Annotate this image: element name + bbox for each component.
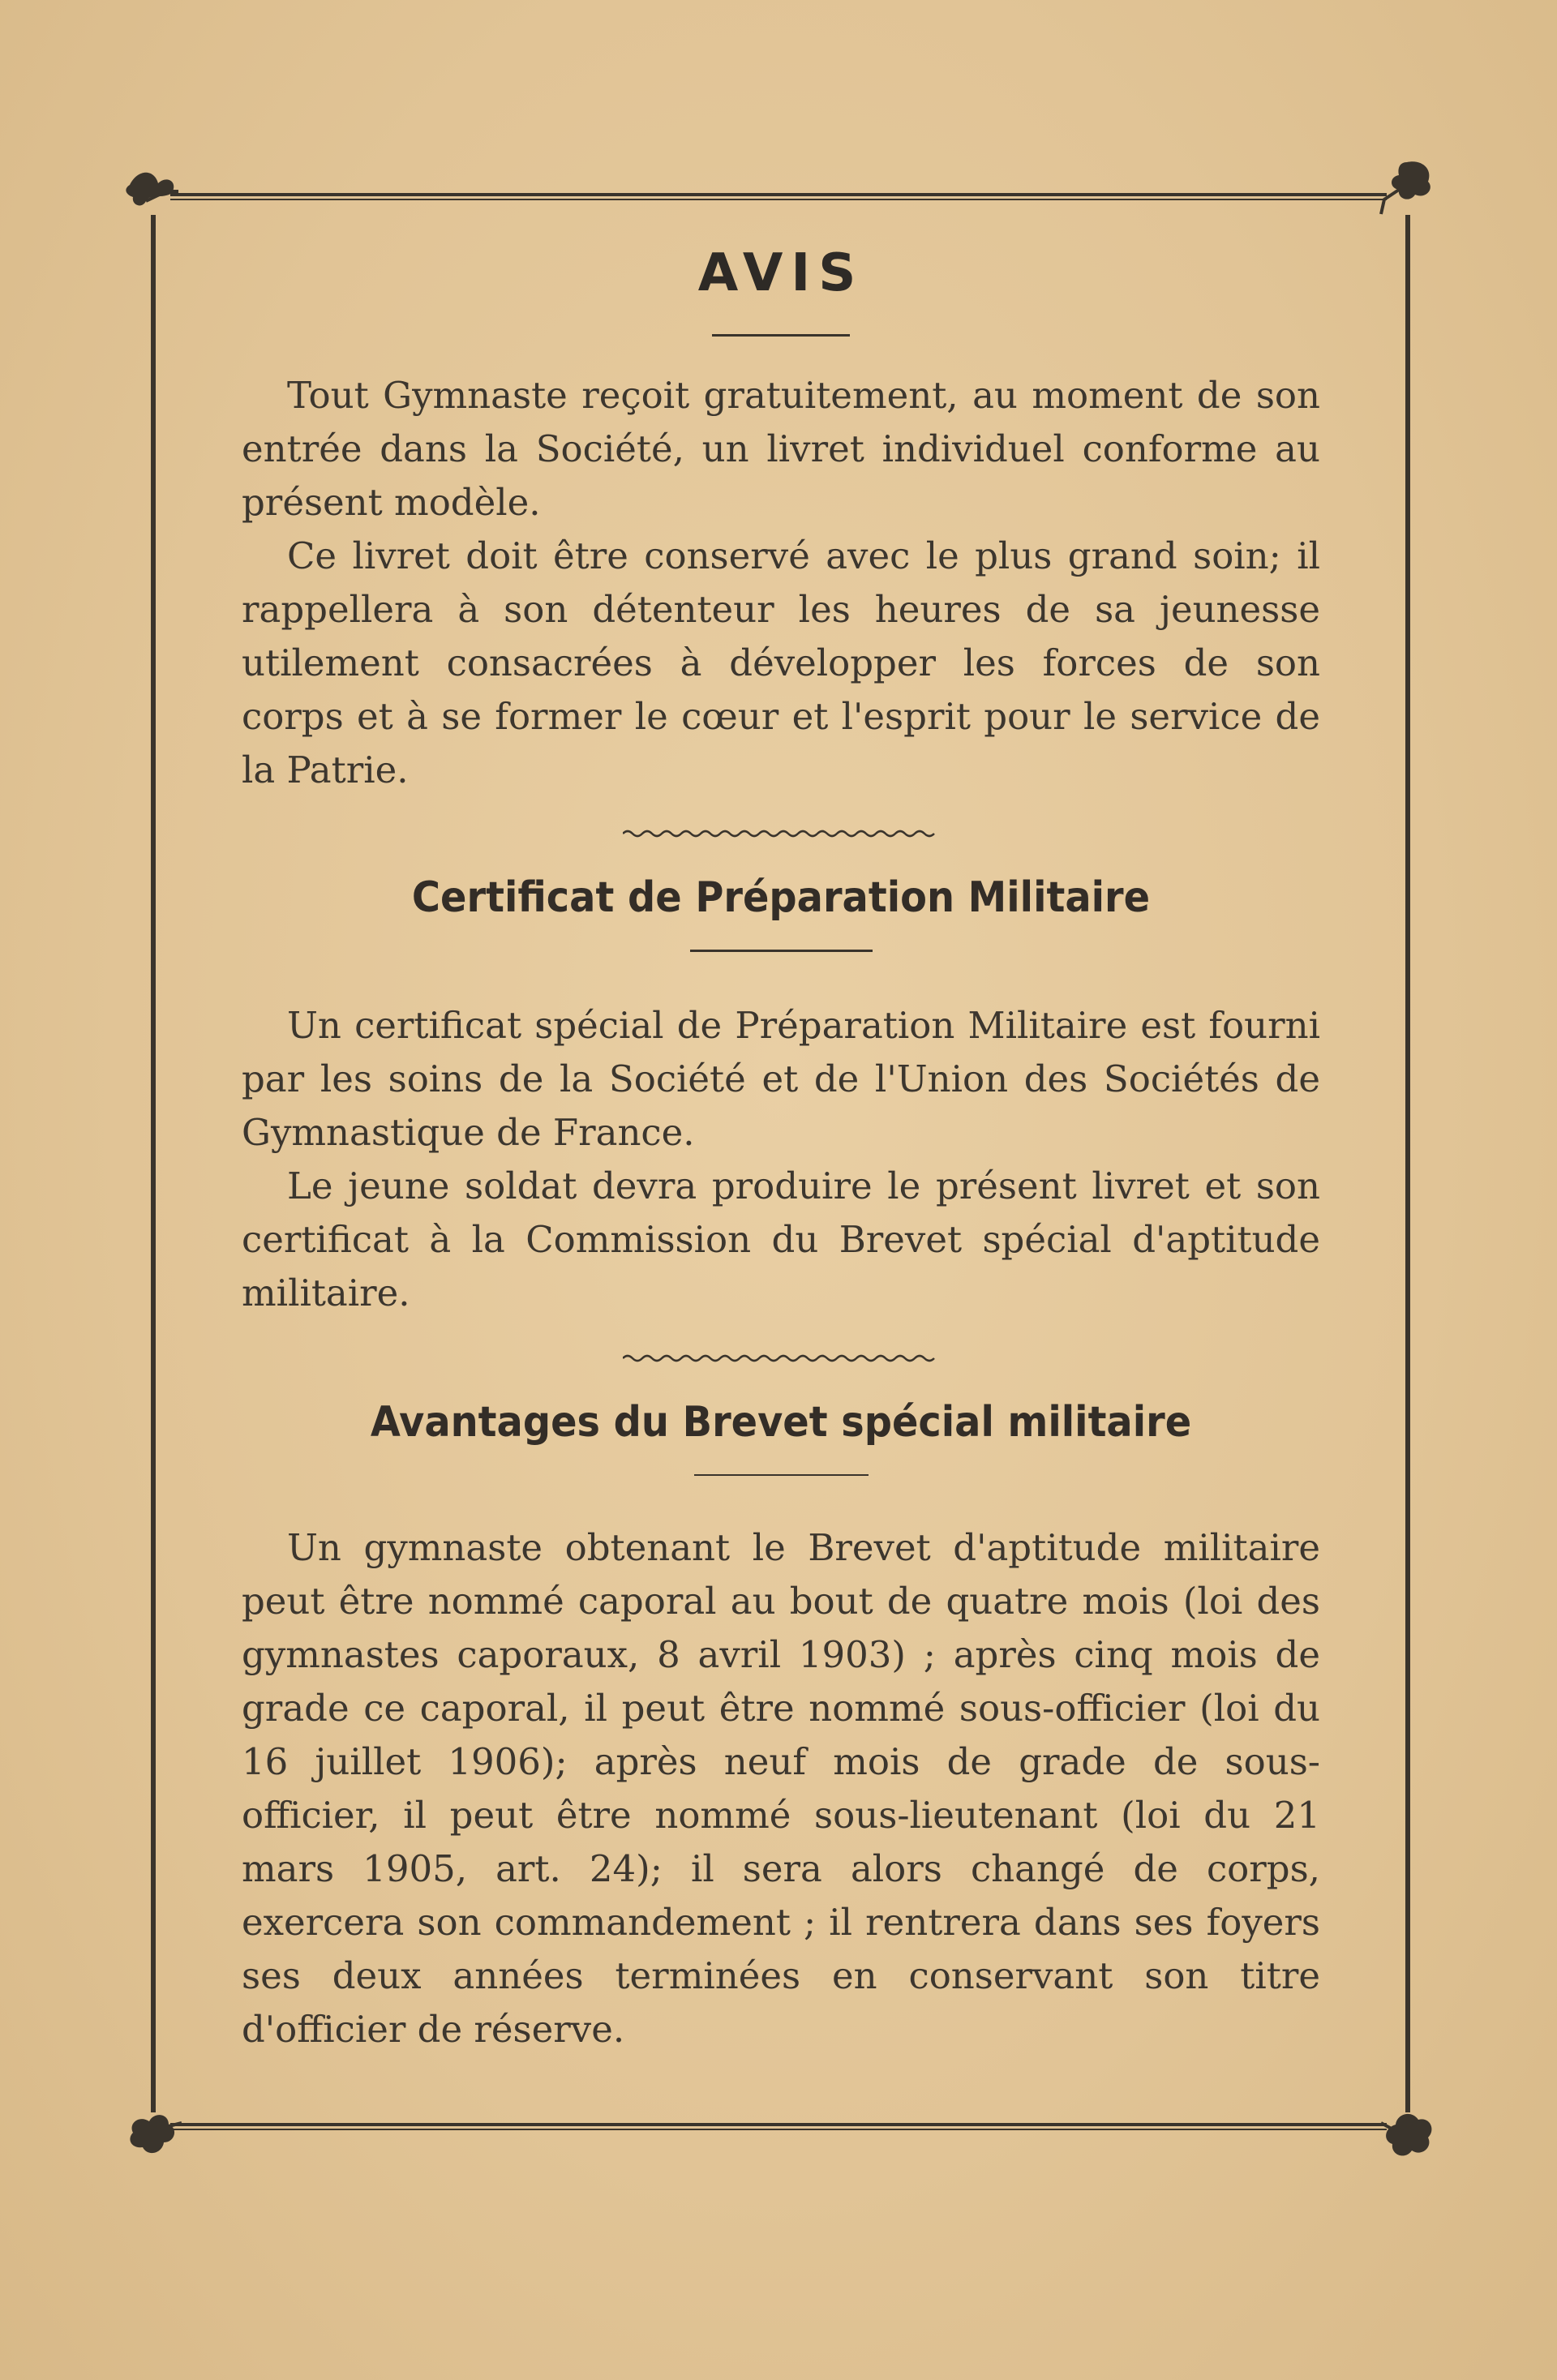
heading-underline: [690, 950, 873, 952]
floral-corner-icon: [122, 2100, 187, 2165]
section-heading-certificat: Certificat de Préparation Militaire: [411, 873, 1151, 922]
floral-corner-icon: [122, 161, 187, 225]
avantages-paragraph-1: Un gymnaste obtenant le Brevet d'aptitude militaire peut être nommé caporal au bout de quatre mois (loi des gymnastes caporaux, 8 avril 1903) ; après cinq mois de grade ce caporal, il peut être nommé sous-officier (loi du 16 juillet 1906); après neuf mois de grade de sous-officier, il peut être nommé sous-lieutenant (loi du 21 mars 1905, art. 24); il sera alors changé de corps, exercera son commandement ; il rentrera dans ses foyers ses deux années terminées en conservant son titre d'officier de réserve.: [242, 1526, 1320, 2051]
avis-paragraph-2: Ce livret doit être conservé avec le plus grand soin; il rappellera à son détenteur les heures de sa jeunesse utilement consacrées à développer les forces de son corps et à se former le cœur et l'esprit pour le service de la Patrie.: [242, 534, 1320, 791]
frame-right-rule: [1405, 215, 1410, 2112]
wavy-divider-icon: [623, 828, 939, 839]
floral-corner-icon: [1375, 2100, 1439, 2165]
wavy-divider-icon: [623, 1353, 939, 1364]
heading-underline: [694, 1474, 869, 1476]
notice-content: [242, 243, 1320, 2056]
frame-left-rule: [151, 215, 156, 2112]
certificat-paragraph-2: Le jeune soldat devra produire le présent livret et son certificat à la Commission du Brevet spécial d'aptitude militaire.: [242, 1164, 1320, 1314]
floral-corner-icon: [1375, 152, 1439, 217]
section-heading-avantages: Avantages du Brevet spécial militaire: [370, 1398, 1192, 1447]
certificat-paragraph-1: Un certificat spécial de Préparation Militaire est fourni par les soins de la Société et de l'Union des Sociétés de Gymnastique de France.: [242, 1004, 1320, 1154]
frame-bottom-rule: [170, 2123, 1387, 2126]
frame-top-rule: [170, 193, 1387, 196]
page-title: AVIS: [697, 243, 864, 303]
avis-paragraph-1: Tout Gymnaste reçoit gratuitement, au moment de son entrée dans la Société, un livret individuel conforme au présent modèle.: [242, 374, 1320, 524]
title-underline: [712, 334, 850, 337]
